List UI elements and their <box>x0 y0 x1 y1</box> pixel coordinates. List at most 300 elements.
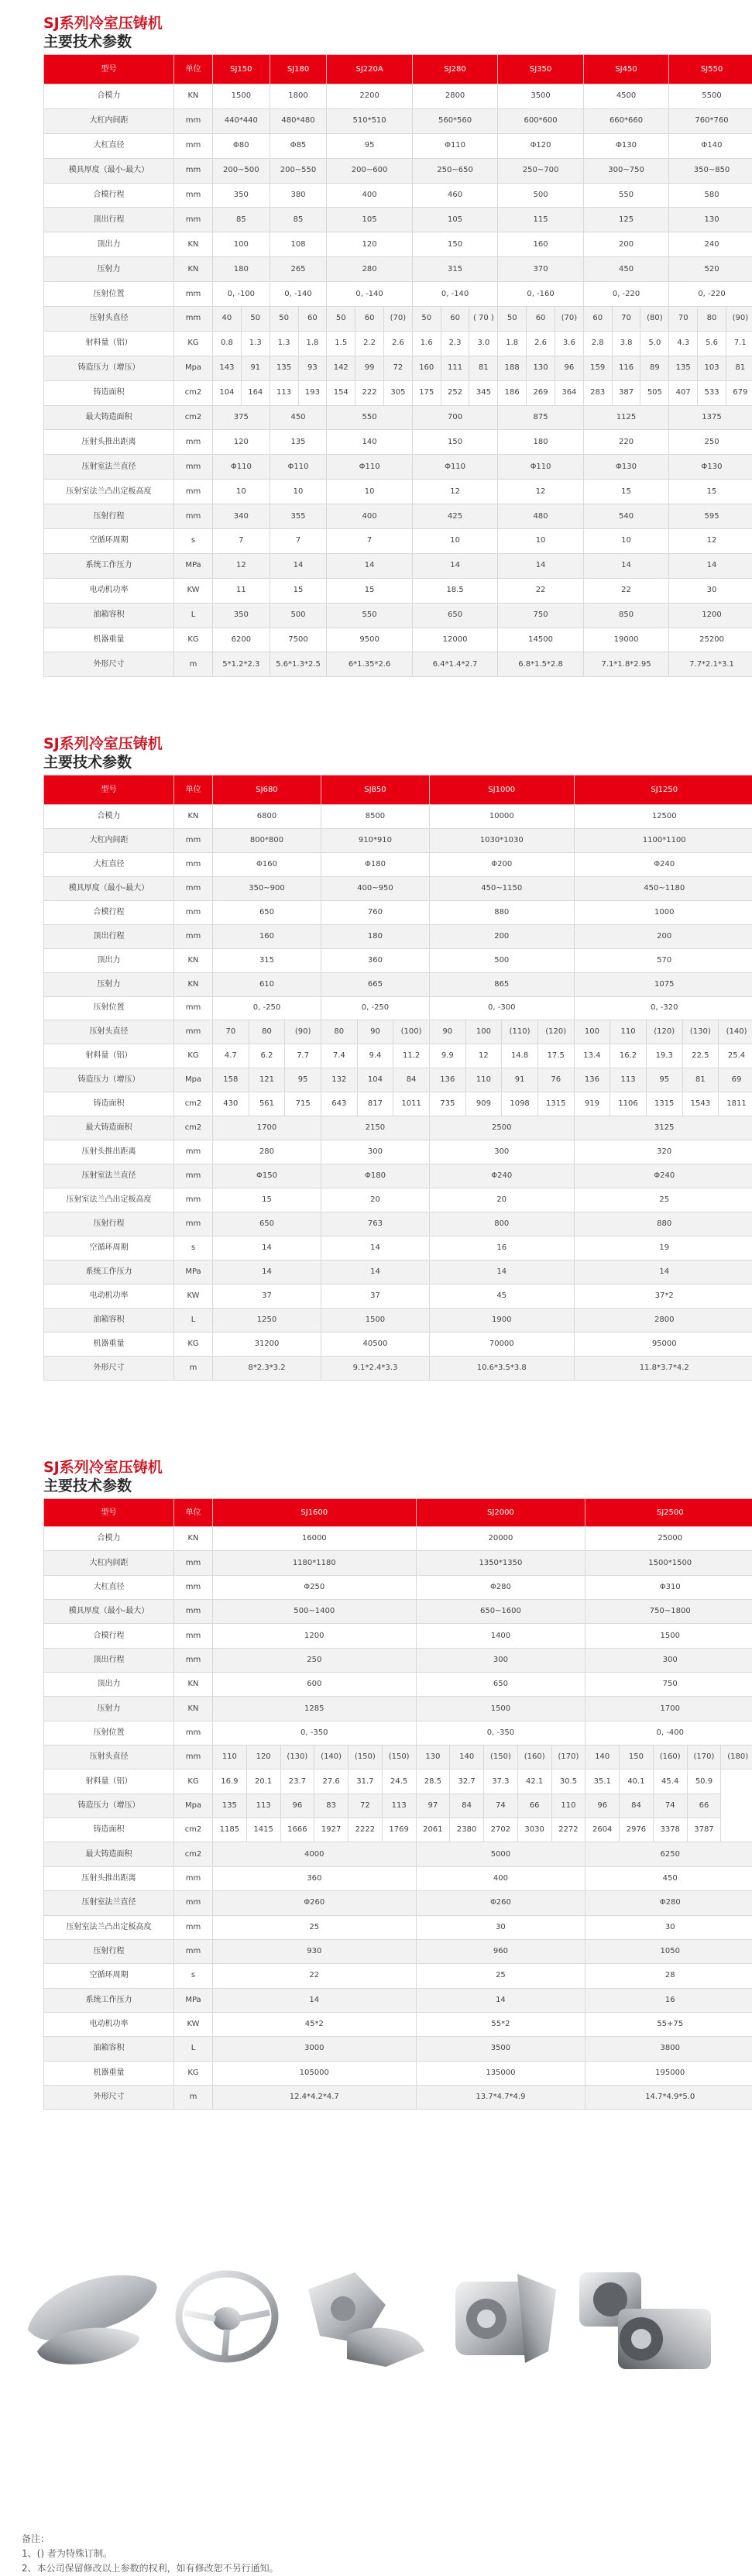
spec-table <box>43 54 752 677</box>
row-label: 空循环周期 <box>44 1964 174 1988</box>
row-unit: KW <box>174 2012 213 2036</box>
table-cell: 300 <box>416 1648 585 1672</box>
row-label: 油箱容积 <box>44 1308 174 1332</box>
row-label: 大杠直径 <box>44 1575 174 1599</box>
table-row <box>44 1020 752 1044</box>
table-cell: 84 <box>393 1068 430 1092</box>
table-cell: 83 <box>314 1794 349 1818</box>
row-label: 铸造面积 <box>44 1092 174 1116</box>
table-cell: 13.7*4.7*4.9 <box>416 2085 585 2109</box>
row-unit: cm2 <box>174 405 213 430</box>
row-label: 油箱容积 <box>44 603 174 628</box>
row-label: 铸造压力（增压） <box>44 356 174 380</box>
table-cell: 10000 <box>429 805 574 829</box>
table-row <box>44 2061 752 2085</box>
table-cell: 240 <box>669 232 752 257</box>
table-cell: 425 <box>412 504 497 529</box>
table-cell: 1.8 <box>298 331 327 356</box>
table-cell: 6800 <box>213 805 321 829</box>
table-cell: 1666 <box>280 1818 314 1842</box>
table-cell: 1106 <box>610 1092 647 1116</box>
table-cell: 1285 <box>213 1697 417 1721</box>
row-label: 最大铸造面积 <box>44 405 174 430</box>
table-row <box>44 480 752 504</box>
table-cell: 99 <box>355 356 384 380</box>
table-cell: 595 <box>669 504 752 529</box>
table-cell: 200~600 <box>327 158 412 183</box>
table-cell: 188 <box>498 356 527 380</box>
table-cell: 14 <box>416 1988 585 2012</box>
table-cell: 1098 <box>502 1092 538 1116</box>
table-cell: 22 <box>583 578 668 603</box>
table-cell: 2.3 <box>441 331 469 356</box>
table-cell: 136 <box>574 1068 610 1092</box>
table-cell: 3378 <box>653 1818 687 1842</box>
table-cell: 105 <box>327 208 412 232</box>
table-cell: 2.8 <box>583 331 612 356</box>
table-cell: 45.4 <box>653 1769 687 1794</box>
table-cell: 81 <box>469 356 498 380</box>
table-cell: 440*440 <box>213 108 270 133</box>
table-cell: 250~650 <box>412 158 497 183</box>
row-unit: m <box>174 2085 213 2109</box>
row-unit: mm <box>174 876 213 900</box>
row-label: 合模力 <box>44 1527 174 1551</box>
table-row <box>44 1068 752 1092</box>
row-unit: m <box>174 1356 213 1380</box>
table-cell: 4.7 <box>213 1044 249 1068</box>
table-cell: 600 <box>213 1673 417 1697</box>
table-cell: 22 <box>498 578 583 603</box>
row-unit: MPa <box>174 1260 213 1284</box>
table-cell: 81 <box>726 356 752 380</box>
table-row <box>44 1356 752 1380</box>
row-label: 射料量（铝） <box>44 331 174 356</box>
table-cell: 909 <box>465 1092 502 1116</box>
row-unit: mm <box>174 504 213 529</box>
table-cell: 120 <box>246 1745 280 1769</box>
table-cell: 55+75 <box>585 2012 752 2036</box>
table-cell: 70 <box>669 307 698 332</box>
notes-line-2: 2、本公司保留修改以上参数的权利，如有修改恕不另行通知。 <box>22 2561 279 2576</box>
notes-line-1: 1、() 者为特殊订制。 <box>22 2547 279 2561</box>
table-cell: 108 <box>270 232 327 257</box>
table-cell: 500 <box>498 183 583 208</box>
table-cell: 400~950 <box>321 876 429 900</box>
table-cell: 0, -400 <box>585 1721 752 1745</box>
table-cell: (140) <box>719 1020 752 1044</box>
table-cell: 136 <box>429 1068 465 1092</box>
table-cell: 140 <box>327 430 412 455</box>
table-cell: 450 <box>585 1866 752 1890</box>
table-row <box>44 1308 752 1332</box>
table-cell: 132 <box>321 1068 357 1092</box>
table-cell: 89 <box>640 356 669 380</box>
table-cell: 1011 <box>393 1092 430 1116</box>
row-unit: s <box>174 1236 213 1260</box>
table-cell: 360 <box>321 948 429 972</box>
table-cell: 1200 <box>669 603 752 628</box>
table-cell: 19000 <box>583 628 668 652</box>
table-cell: 12.4*4.2*4.7 <box>213 2085 417 2109</box>
table-cell: 14 <box>270 553 327 578</box>
table-cell: 111 <box>441 356 469 380</box>
table-cell: Φ120 <box>498 133 583 158</box>
table-cell: 10 <box>270 480 327 504</box>
row-label: 系统工作压力 <box>44 1988 174 2012</box>
table-cell: 160 <box>498 232 583 257</box>
table-row <box>44 805 752 829</box>
table-cell: 500 <box>429 948 574 972</box>
table-cell: 0, -220 <box>669 282 752 307</box>
table-cell: 1700 <box>585 1697 752 1721</box>
row-unit: mm <box>174 307 213 332</box>
table-cell: 760*760 <box>669 108 752 133</box>
row-unit: MPa <box>174 553 213 578</box>
row-unit: cm2 <box>174 1842 213 1866</box>
header-model-name: SJ1250 <box>574 776 752 805</box>
row-unit: mm <box>174 1648 213 1672</box>
table-cell: 2604 <box>585 1818 620 1842</box>
table-cell: 12500 <box>574 805 752 829</box>
table-cell: 387 <box>612 380 640 405</box>
table-cell: 5.6*1.3*2.5 <box>270 652 327 677</box>
table-cell: 280 <box>213 1140 321 1164</box>
table-cell: 8*2.3*3.2 <box>213 1356 321 1380</box>
table-cell: 750 <box>498 603 583 628</box>
row-unit: KN <box>174 1527 213 1551</box>
table-cell: Φ85 <box>270 133 327 158</box>
table-row <box>44 948 752 972</box>
table-cell: 16.2 <box>610 1044 647 1068</box>
table-cell: Φ110 <box>270 455 327 480</box>
table-cell: 115 <box>498 208 583 232</box>
row-label: 最大铸造面积 <box>44 1842 174 1866</box>
table-cell: 763 <box>321 1212 429 1236</box>
table-cell: 679 <box>726 380 752 405</box>
table-cell: 510*510 <box>327 108 412 133</box>
row-unit: KG <box>174 628 213 652</box>
table-row <box>44 1818 752 1842</box>
table-cell: 10 <box>213 480 270 504</box>
table-cell: 0, -100 <box>213 282 270 307</box>
table-cell: (90) <box>726 307 752 332</box>
table-cell: 1.3 <box>241 331 270 356</box>
table-cell: 60 <box>298 307 327 332</box>
table-cell: 865 <box>429 972 574 996</box>
table-cell: 360 <box>213 1866 417 1890</box>
row-label: 油箱容积 <box>44 2037 174 2061</box>
table-cell: 919 <box>574 1092 610 1116</box>
row-label: 大杠内间距 <box>44 108 174 133</box>
row-unit: mm <box>174 1575 213 1599</box>
row-label: 压射头推出距离 <box>44 1866 174 1890</box>
row-label: 压射位置 <box>44 996 174 1020</box>
header-model-name: SJ1000 <box>429 776 574 805</box>
table-cell: 5000 <box>416 1842 585 1866</box>
row-label: 压射行程 <box>44 504 174 529</box>
table-cell: 370 <box>498 257 583 282</box>
row-unit: KG <box>174 1332 213 1356</box>
row-unit: mm <box>174 158 213 183</box>
row-unit: mm <box>174 996 213 1020</box>
table-cell: 142 <box>327 356 355 380</box>
table-cell: 25200 <box>669 628 752 652</box>
table-cell: Φ110 <box>412 455 497 480</box>
table-cell: 12 <box>213 553 270 578</box>
row-label: 外形尺寸 <box>44 1356 174 1380</box>
table-cell: Φ240 <box>574 1164 752 1188</box>
header-row <box>44 1499 752 1527</box>
row-label: 合模力 <box>44 805 174 829</box>
table-cell: 880 <box>574 1212 752 1236</box>
row-label: 系统工作压力 <box>44 1260 174 1284</box>
table-cell: 2976 <box>620 1818 654 1842</box>
table-cell: 91 <box>241 356 270 380</box>
table-cell: 76 <box>537 1068 574 1092</box>
table-cell: 60 <box>441 307 469 332</box>
table-cell: 1125 <box>583 405 668 430</box>
table-cell: 480*480 <box>270 108 327 133</box>
table-cell: 1500*1500 <box>585 1551 752 1575</box>
table-cell: 350~850 <box>669 158 752 183</box>
table-cell: 800 <box>429 1212 574 1236</box>
table-row <box>44 924 752 948</box>
table-cell: 97 <box>416 1794 450 1818</box>
table-cell: Φ80 <box>213 133 270 158</box>
table-cell: 350~900 <box>213 876 321 900</box>
table-cell: 5.0 <box>640 331 669 356</box>
table-cell: 650 <box>213 1212 321 1236</box>
table-cell: 14.7*4.9*5.0 <box>585 2085 752 2109</box>
table-cell: Φ110 <box>412 133 497 158</box>
table-cell: 910*910 <box>321 828 429 852</box>
table-row <box>44 1140 752 1164</box>
table-cell: 32.7 <box>450 1769 484 1794</box>
row-label: 压射力 <box>44 1697 174 1721</box>
table-row <box>44 1188 752 1212</box>
table-cell: 2061 <box>416 1818 450 1842</box>
table-cell: (90) <box>285 1020 321 1044</box>
table-cell: 200 <box>574 924 752 948</box>
table-cell: Φ240 <box>429 1164 574 1188</box>
row-label: 射料量（铝） <box>44 1769 174 1794</box>
row-unit: cm2 <box>174 1116 213 1140</box>
table-cell: 10 <box>498 529 583 554</box>
row-label: 顶出力 <box>44 1673 174 1697</box>
table-cell: 20000 <box>416 1527 585 1551</box>
row-unit: mm <box>174 208 213 232</box>
table-row <box>44 529 752 554</box>
table-cell: 520 <box>669 257 752 282</box>
table-cell: 3.8 <box>612 331 640 356</box>
table-cell: 130 <box>527 356 555 380</box>
table-cell: 95 <box>285 1068 321 1092</box>
table-cell: 45*2 <box>213 2012 417 2036</box>
table-cell: 140 <box>450 1745 484 1769</box>
table-cell: 7.7 <box>285 1044 321 1068</box>
row-unit: mm <box>174 1745 213 1769</box>
table-cell: Φ180 <box>321 852 429 876</box>
table-cell: 140 <box>585 1745 620 1769</box>
table-cell: 200~550 <box>270 158 327 183</box>
header-model-name: SJ350 <box>498 55 583 84</box>
table-cell: 9.9 <box>429 1044 465 1068</box>
row-label: 空循环周期 <box>44 1236 174 1260</box>
table-cell: 1100*1100 <box>574 828 752 852</box>
header-row <box>44 55 752 84</box>
table-cell: 42.1 <box>517 1769 551 1794</box>
row-unit: cm2 <box>174 380 213 405</box>
table-cell: 750 <box>585 1673 752 1697</box>
table-cell: 430 <box>213 1092 249 1116</box>
row-unit: cm2 <box>174 1092 213 1116</box>
header-model-name: SJ550 <box>669 55 752 84</box>
table-cell: 2.2 <box>355 331 384 356</box>
table-cell: 37 <box>213 1284 321 1308</box>
table-cell: 14500 <box>498 628 583 652</box>
table-cell: 643 <box>321 1092 357 1116</box>
table-cell: 154 <box>327 380 355 405</box>
table-cell: 880 <box>429 900 574 924</box>
table-row <box>44 504 752 529</box>
table-row <box>44 84 752 109</box>
table-cell: 0, -140 <box>270 282 327 307</box>
row-label: 铸造压力（增压） <box>44 1068 174 1092</box>
table-cell: 4500 <box>583 84 668 109</box>
table-cell: 80 <box>321 1020 357 1044</box>
table-cell: 3.0 <box>469 331 498 356</box>
table-row <box>44 158 752 183</box>
row-label: 机器重量 <box>44 2061 174 2085</box>
castings-illustration <box>22 2258 733 2375</box>
table-cell: 3000 <box>213 2037 417 2061</box>
table-cell: Φ200 <box>429 852 574 876</box>
table-cell: 0, -250 <box>321 996 429 1020</box>
table-cell: 50 <box>241 307 270 332</box>
table-cell: 113 <box>270 380 298 405</box>
table-cell: 18.5 <box>412 578 497 603</box>
table-cell: 0, -140 <box>412 282 497 307</box>
table-cell: 450 <box>270 405 327 430</box>
table-cell: 1315 <box>537 1092 574 1116</box>
row-label: 电动机功率 <box>44 2012 174 2036</box>
table-cell: 37.3 <box>484 1769 518 1794</box>
row-label: 压射头推出距离 <box>44 1140 174 1164</box>
table-cell: 0.8 <box>213 331 242 356</box>
table-cell: 14 <box>429 1260 574 1284</box>
row-unit: mm <box>174 1188 213 1212</box>
table-cell: 70 <box>612 307 640 332</box>
table-cell: 100 <box>465 1020 502 1044</box>
table-cell: 143 <box>213 356 242 380</box>
table-cell: 560*560 <box>412 108 497 133</box>
table-row <box>44 1794 752 1818</box>
table-cell: 0, -160 <box>498 282 583 307</box>
section-title-line2: 主要技术参数 <box>43 1477 752 1495</box>
table-row <box>44 1551 752 1575</box>
table-cell: 22.5 <box>682 1044 719 1068</box>
table-cell: 66 <box>687 1794 721 1818</box>
table-cell: 550 <box>583 183 668 208</box>
row-label: 顶出行程 <box>44 208 174 232</box>
row-label: 压射室法兰凸出定板高度 <box>44 1915 174 1939</box>
header-model-name: SJ680 <box>213 776 321 805</box>
table-cell: 19 <box>574 1236 752 1260</box>
row-unit: Mpa <box>174 1794 213 1818</box>
row-label: 模具厚度（最小-最大） <box>44 876 174 900</box>
table-cell: 1500 <box>585 1624 752 1648</box>
header-model-name: SJ180 <box>270 55 327 84</box>
table-cell: 180 <box>213 257 270 282</box>
table-cell: 340 <box>213 504 270 529</box>
table-cell: 66 <box>517 1794 551 1818</box>
row-label: 顶出力 <box>44 948 174 972</box>
row-label: 铸造面积 <box>44 1818 174 1842</box>
table-cell: 24.5 <box>382 1769 416 1794</box>
table-cell: 7.7*2.1*3.1 <box>669 652 752 677</box>
row-unit: Mpa <box>174 356 213 380</box>
table-cell: 50 <box>270 307 298 332</box>
table-cell: 105000 <box>213 2061 417 2085</box>
section-title <box>43 731 752 775</box>
table-row <box>44 578 752 603</box>
table-cell: 3.6 <box>555 331 583 356</box>
table-cell: 60 <box>355 307 384 332</box>
table-row <box>44 1988 752 2012</box>
table-cell: 1350*1350 <box>416 1551 585 1575</box>
row-label: 电动机功率 <box>44 1284 174 1308</box>
table-row <box>44 1332 752 1356</box>
table-cell: 320 <box>574 1140 752 1164</box>
table-cell: 350 <box>213 603 270 628</box>
table-cell: 2.6 <box>384 331 413 356</box>
row-label: 机器重量 <box>44 628 174 652</box>
row-label: 合模力 <box>44 84 174 109</box>
table-cell: 0, -320 <box>574 996 752 1020</box>
table-cell: Φ110 <box>498 455 583 480</box>
table-cell: 60 <box>527 307 555 332</box>
table-cell: 500 <box>270 603 327 628</box>
table-cell: 28 <box>585 1964 752 1988</box>
table-cell: 5*1.2*2.3 <box>213 652 270 677</box>
table-cell: 159 <box>583 356 612 380</box>
header-model-name: SJ2000 <box>416 1499 585 1527</box>
product-gallery <box>22 2258 733 2375</box>
row-label: 压射头直径 <box>44 1745 174 1769</box>
table-cell: 200 <box>429 924 574 948</box>
table-cell: 95 <box>327 133 412 158</box>
table-cell: 193 <box>298 380 327 405</box>
table-cell: 220 <box>583 430 668 455</box>
table-cell: 6.4*1.4*2.7 <box>412 652 497 677</box>
table-cell: 135 <box>270 356 298 380</box>
table-row <box>44 108 752 133</box>
table-cell: 12 <box>465 1044 502 1068</box>
table-cell: 14 <box>412 553 497 578</box>
table-row <box>44 1648 752 1672</box>
table-cell: 1250 <box>213 1308 321 1332</box>
table-cell: Φ130 <box>669 455 752 480</box>
table-cell: 600*600 <box>498 108 583 133</box>
table-cell: 70 <box>213 1020 249 1044</box>
table-cell: 12 <box>412 480 497 504</box>
table-cell: 7 <box>270 529 327 554</box>
table-cell: 817 <box>357 1092 393 1116</box>
table-cell: Φ310 <box>585 1575 752 1599</box>
table-cell: ( 70 ) <box>469 307 498 332</box>
table-cell: 660*660 <box>583 108 668 133</box>
